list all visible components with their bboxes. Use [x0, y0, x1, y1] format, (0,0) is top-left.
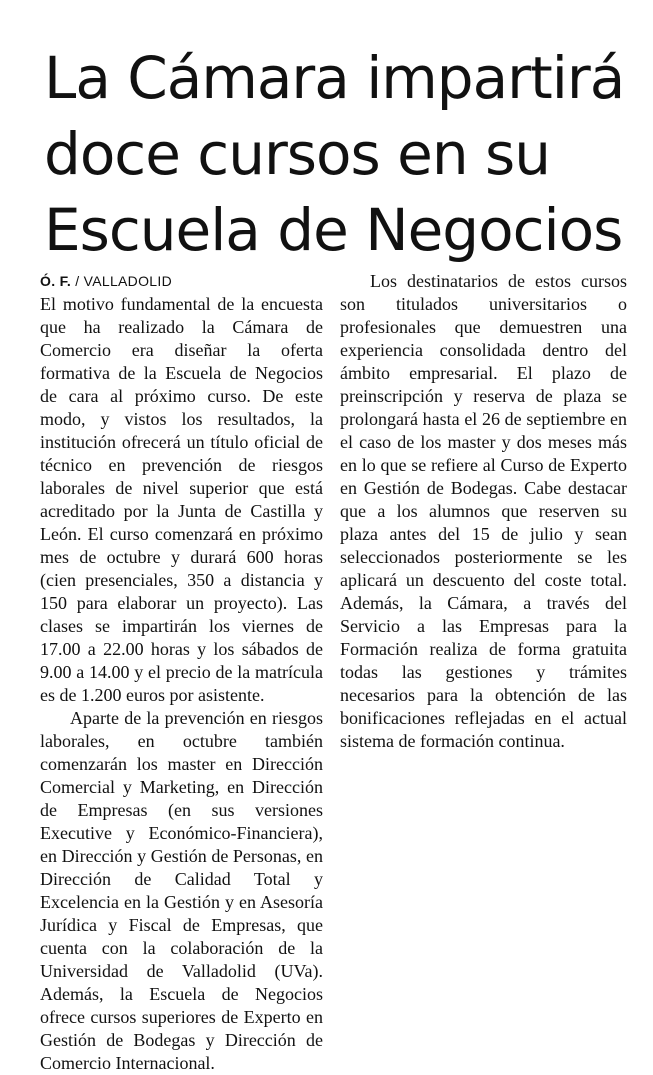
paragraph-2: Aparte de la prevención en riesgos laborales, en octubre también comenzarán los master en Dirección Comercial y Marketing, en Dirección de Empresas (en sus versiones Executive y Económico-Financiera), en Dirección y Gestión de Personas, en Dirección de Calidad Total y Excelencia en la Gestión y en Asesoría Jurídica y Fiscal de Empresas, que cuenta con la colaboración de la Universidad de Valladolid (UVa). Además, la Escuela de Negocios ofrece cursos superiores de Experto en Gestión de Bodegas y Dirección de Comercio Internacional. [40, 708, 323, 1073]
headline-line: La Cámara impartirá [44, 44, 625, 112]
article-headline [44, 40, 634, 268]
byline-separator: / [71, 273, 84, 289]
byline [40, 270, 323, 293]
article-column-right [340, 270, 627, 753]
headline-line: Escuela de Negocios [44, 196, 623, 264]
article-column-left [40, 270, 323, 1075]
headline-line: doce cursos en su [44, 120, 551, 188]
byline-location: VALLADOLID [83, 273, 172, 289]
byline-author: Ó. F. [40, 273, 72, 289]
paragraph-3: Los destinatarios de estos cursos son titulados universitarios o profesionales que demuestren una experiencia consolidada dentro del ámbito empresarial. El plazo de preinscripción y reserva de plaza se prolongará hasta el 26 de septiembre en el caso de los master y dos meses más en lo que se refiere al Curso de Experto en Gestión de Bodegas. Cabe destacar que a los alumnos que reserven su plaza antes del 15 de julio y sean seleccionados posteriormente se les aplicará un descuento del coste total. Además, la Cámara, a través del Servicio a las Empresas para la Formación realiza de forma gratuita todas las gestiones y trámites necesarios para la obtención de las bonificaciones reflejadas en el actual sistema de formación continua. [340, 271, 627, 751]
paragraph-1: El motivo fundamental de la encuesta que ha realizado la Cámara de Comercio era diseñar la oferta formativa de la Escuela de Negocios de cara al próximo curso. De este modo, y vistos los resultados, la institución ofrecerá un título oficial de técnico en prevención de riesgos laborales de nivel superior que está acreditado por la Junta de Castilla y León. El curso comenzará en próximo mes de octubre y durará 600 horas (cien presenciales, 350 a distancia y 150 para elaborar un proyecto). Las clases se impartirán los viernes de 17.00 a 22.00 horas y los sábados de 9.00 a 14.00 y el precio de la matrícula es de 1.200 euros por asistente. [40, 294, 323, 705]
